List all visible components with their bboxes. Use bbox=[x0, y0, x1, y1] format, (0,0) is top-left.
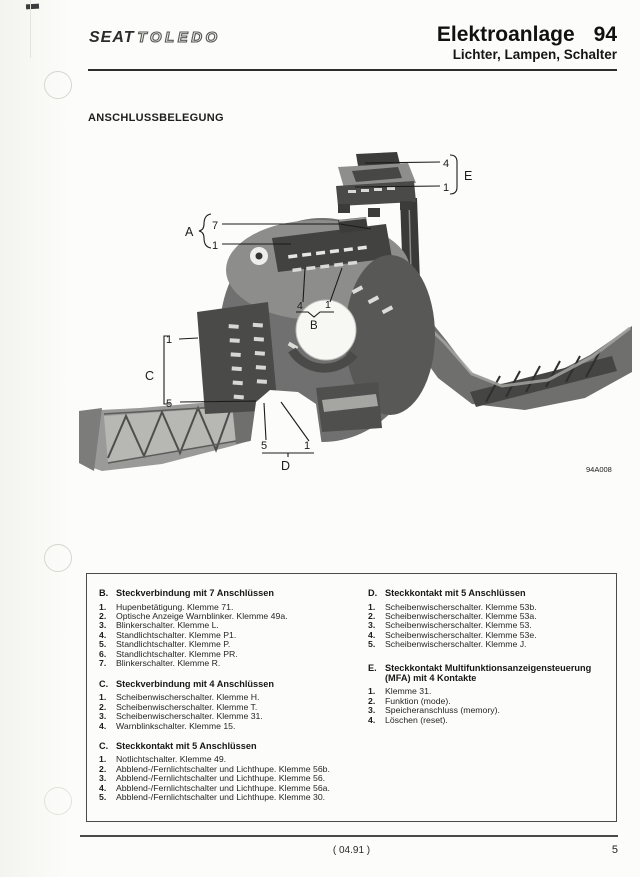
callout-d-right-number: 1 bbox=[304, 440, 311, 452]
item-text: Funktion (mode). bbox=[385, 695, 451, 706]
scan-crease bbox=[30, 0, 31, 58]
item-text: Abblend-/Fernlichtschalter und Lichthupe. Klemme 56a. bbox=[116, 782, 330, 793]
punch-hole bbox=[44, 71, 72, 99]
legend-left-column bbox=[99, 588, 351, 821]
item-text: Speicheranschluss (memory). bbox=[385, 705, 500, 716]
item-number: 4. bbox=[99, 720, 107, 731]
section-heading-row bbox=[99, 679, 351, 689]
item-number: 1. bbox=[368, 601, 376, 612]
item-text: Scheibenwischerschalter. Klemme 31. bbox=[116, 711, 263, 722]
punch-hole bbox=[44, 544, 72, 572]
item-number: 3. bbox=[368, 705, 376, 716]
item-number: 4. bbox=[368, 629, 376, 640]
item-text: Standlichtschalter. Klemme PR. bbox=[116, 648, 238, 659]
callout-c-letter: C bbox=[145, 369, 155, 383]
item-number: 3. bbox=[99, 773, 107, 784]
callout-a-bottom-number: 1 bbox=[212, 240, 219, 252]
item-text: Abblend-/Fernlichtschalter und Lichthupe. Klemme 56b. bbox=[116, 763, 330, 774]
callout-e-top-number: 4 bbox=[443, 158, 450, 170]
page-number: 5 bbox=[611, 844, 618, 856]
item-text: Scheibenwischerschalter. Klemme 53. bbox=[385, 620, 532, 631]
section-title-text: Steckverbindung mit 4 Anschlüssen bbox=[116, 678, 274, 689]
punch-hole bbox=[44, 787, 72, 815]
legend-right-column bbox=[368, 588, 608, 821]
logo-toledo-text: TOLEDO bbox=[137, 29, 221, 46]
section-c1 bbox=[99, 679, 351, 731]
item-number: 2. bbox=[368, 695, 376, 706]
section-title-text: Steckverbindung mit 7 Anschlüssen bbox=[116, 588, 274, 598]
item-number: 4. bbox=[99, 629, 107, 640]
item-text: Löschen (reset). bbox=[385, 714, 448, 725]
item-text: Abblend-/Fernlichtschalter und Lichthupe. Klemme 30. bbox=[116, 792, 326, 803]
item-text: Optische Anzeige Warnblinker. Klemme 49a. bbox=[116, 610, 288, 621]
figure-code: 94A008 bbox=[586, 465, 612, 474]
section-title-text: Steckkontakt mit 5 Anschlüssen bbox=[116, 740, 257, 751]
list-item bbox=[99, 793, 351, 802]
item-number: 6. bbox=[99, 648, 107, 659]
callout-e-bottom-number: 1 bbox=[443, 182, 450, 194]
item-number: 5. bbox=[99, 792, 107, 803]
item-number: 5. bbox=[368, 639, 376, 650]
item-number: 4. bbox=[368, 714, 376, 725]
section-title-text: Steckkontakt mit 5 Anschlüssen bbox=[385, 588, 526, 598]
callout-c-top-number: 1 bbox=[166, 334, 173, 346]
section-title-text: Steckkontakt Multifunktionsanzeigensteuerung (MFA) mit 4 Kontakte bbox=[385, 662, 592, 683]
footer-divider bbox=[80, 835, 618, 837]
edition-date: ( 04.91 ) bbox=[332, 845, 371, 856]
section-letter: E. bbox=[368, 662, 377, 673]
item-text: Standlichtschalter. Klemme P1. bbox=[116, 629, 237, 640]
section-letter: C. bbox=[99, 678, 109, 689]
item-number: 2. bbox=[368, 610, 376, 621]
logo-seat-text: SEAT bbox=[89, 29, 135, 46]
page-subtitle: Lichter, Lampen, Schalter bbox=[452, 47, 617, 62]
list-item bbox=[368, 640, 608, 649]
header-divider bbox=[88, 69, 617, 71]
item-text: Scheibenwischerschalter. Klemme 53b. bbox=[385, 601, 537, 612]
item-number: 7. bbox=[99, 658, 107, 669]
item-number: 1. bbox=[99, 601, 107, 612]
section-heading-row bbox=[368, 663, 608, 683]
binder-mark bbox=[26, 4, 39, 10]
item-text: Blinkerschalter. Klemme R. bbox=[116, 658, 221, 669]
item-text: Blinkerschalter. Klemme L. bbox=[116, 620, 219, 631]
callout-b-left-number: 4 bbox=[297, 300, 303, 312]
callout-d-letter: D bbox=[281, 459, 291, 473]
callout-b-right-number: 1 bbox=[325, 299, 331, 311]
section-heading-row bbox=[99, 588, 351, 598]
item-number: 3. bbox=[99, 620, 107, 631]
page-title: Elektroanlage bbox=[436, 23, 575, 46]
item-text: Klemme 31. bbox=[385, 686, 432, 697]
list-item bbox=[368, 716, 608, 725]
item-number: 2. bbox=[99, 763, 107, 774]
item-text: Scheibenwischerschalter. Klemme 53e. bbox=[385, 629, 537, 640]
item-number: 1. bbox=[99, 754, 107, 765]
section-d bbox=[368, 588, 608, 650]
chapter-number: 94 bbox=[593, 23, 617, 46]
item-text: Scheibenwischerschalter. Klemme 53a. bbox=[385, 610, 537, 621]
callout-c-bottom-number: 5 bbox=[166, 398, 173, 410]
item-text: Warnblinkschalter. Klemme 15. bbox=[116, 720, 236, 731]
item-number: 3. bbox=[368, 620, 376, 631]
connector-legend-box bbox=[86, 573, 617, 822]
section-heading-row bbox=[99, 741, 351, 751]
item-text: Abblend-/Fernlichtschalter und Lichthupe. Klemme 56. bbox=[116, 773, 326, 784]
header-title-block bbox=[437, 23, 617, 63]
list-item bbox=[99, 722, 351, 731]
item-number: 3. bbox=[99, 711, 107, 722]
callout-a-top-number: 7 bbox=[212, 220, 219, 232]
section-heading: ANSCHLUSSBELEGUNG bbox=[88, 112, 224, 124]
section-c2 bbox=[99, 741, 351, 803]
item-number: 2. bbox=[99, 610, 107, 621]
item-number: 1. bbox=[99, 692, 107, 703]
section-heading-row bbox=[368, 588, 608, 598]
section-b bbox=[99, 588, 351, 669]
item-text: Scheibenwischerschalter. Klemme H. bbox=[116, 692, 260, 703]
item-text: Scheibenwischerschalter. Klemme T. bbox=[116, 701, 258, 712]
item-text: Notlichtschalter. Klemme 49. bbox=[116, 754, 227, 765]
section-e bbox=[368, 663, 608, 725]
callout-d-left-number: 5 bbox=[261, 440, 268, 452]
section-letter: D. bbox=[368, 588, 378, 598]
item-number: 1. bbox=[368, 686, 376, 697]
section-letter: C. bbox=[99, 740, 109, 751]
item-text: Standlichtschalter. Klemme P. bbox=[116, 639, 231, 650]
item-number: 2. bbox=[99, 701, 107, 712]
list-item bbox=[99, 659, 351, 668]
section-letter: B. bbox=[99, 588, 109, 598]
item-number: 5. bbox=[99, 639, 107, 650]
callout-e-letter: E bbox=[464, 169, 473, 183]
mfa-connector-graphic bbox=[336, 152, 416, 217]
callout-a-letter: A bbox=[185, 225, 194, 239]
steering-column-switch-illustration bbox=[0, 140, 640, 490]
callout-b-letter: B bbox=[310, 320, 318, 332]
item-number: 4. bbox=[99, 782, 107, 793]
item-text: Scheibenwischerschalter. Klemme J. bbox=[385, 639, 527, 650]
item-text: Hupenbetätigung. Klemme 71. bbox=[116, 601, 234, 612]
seat-toledo-logo bbox=[89, 29, 221, 47]
